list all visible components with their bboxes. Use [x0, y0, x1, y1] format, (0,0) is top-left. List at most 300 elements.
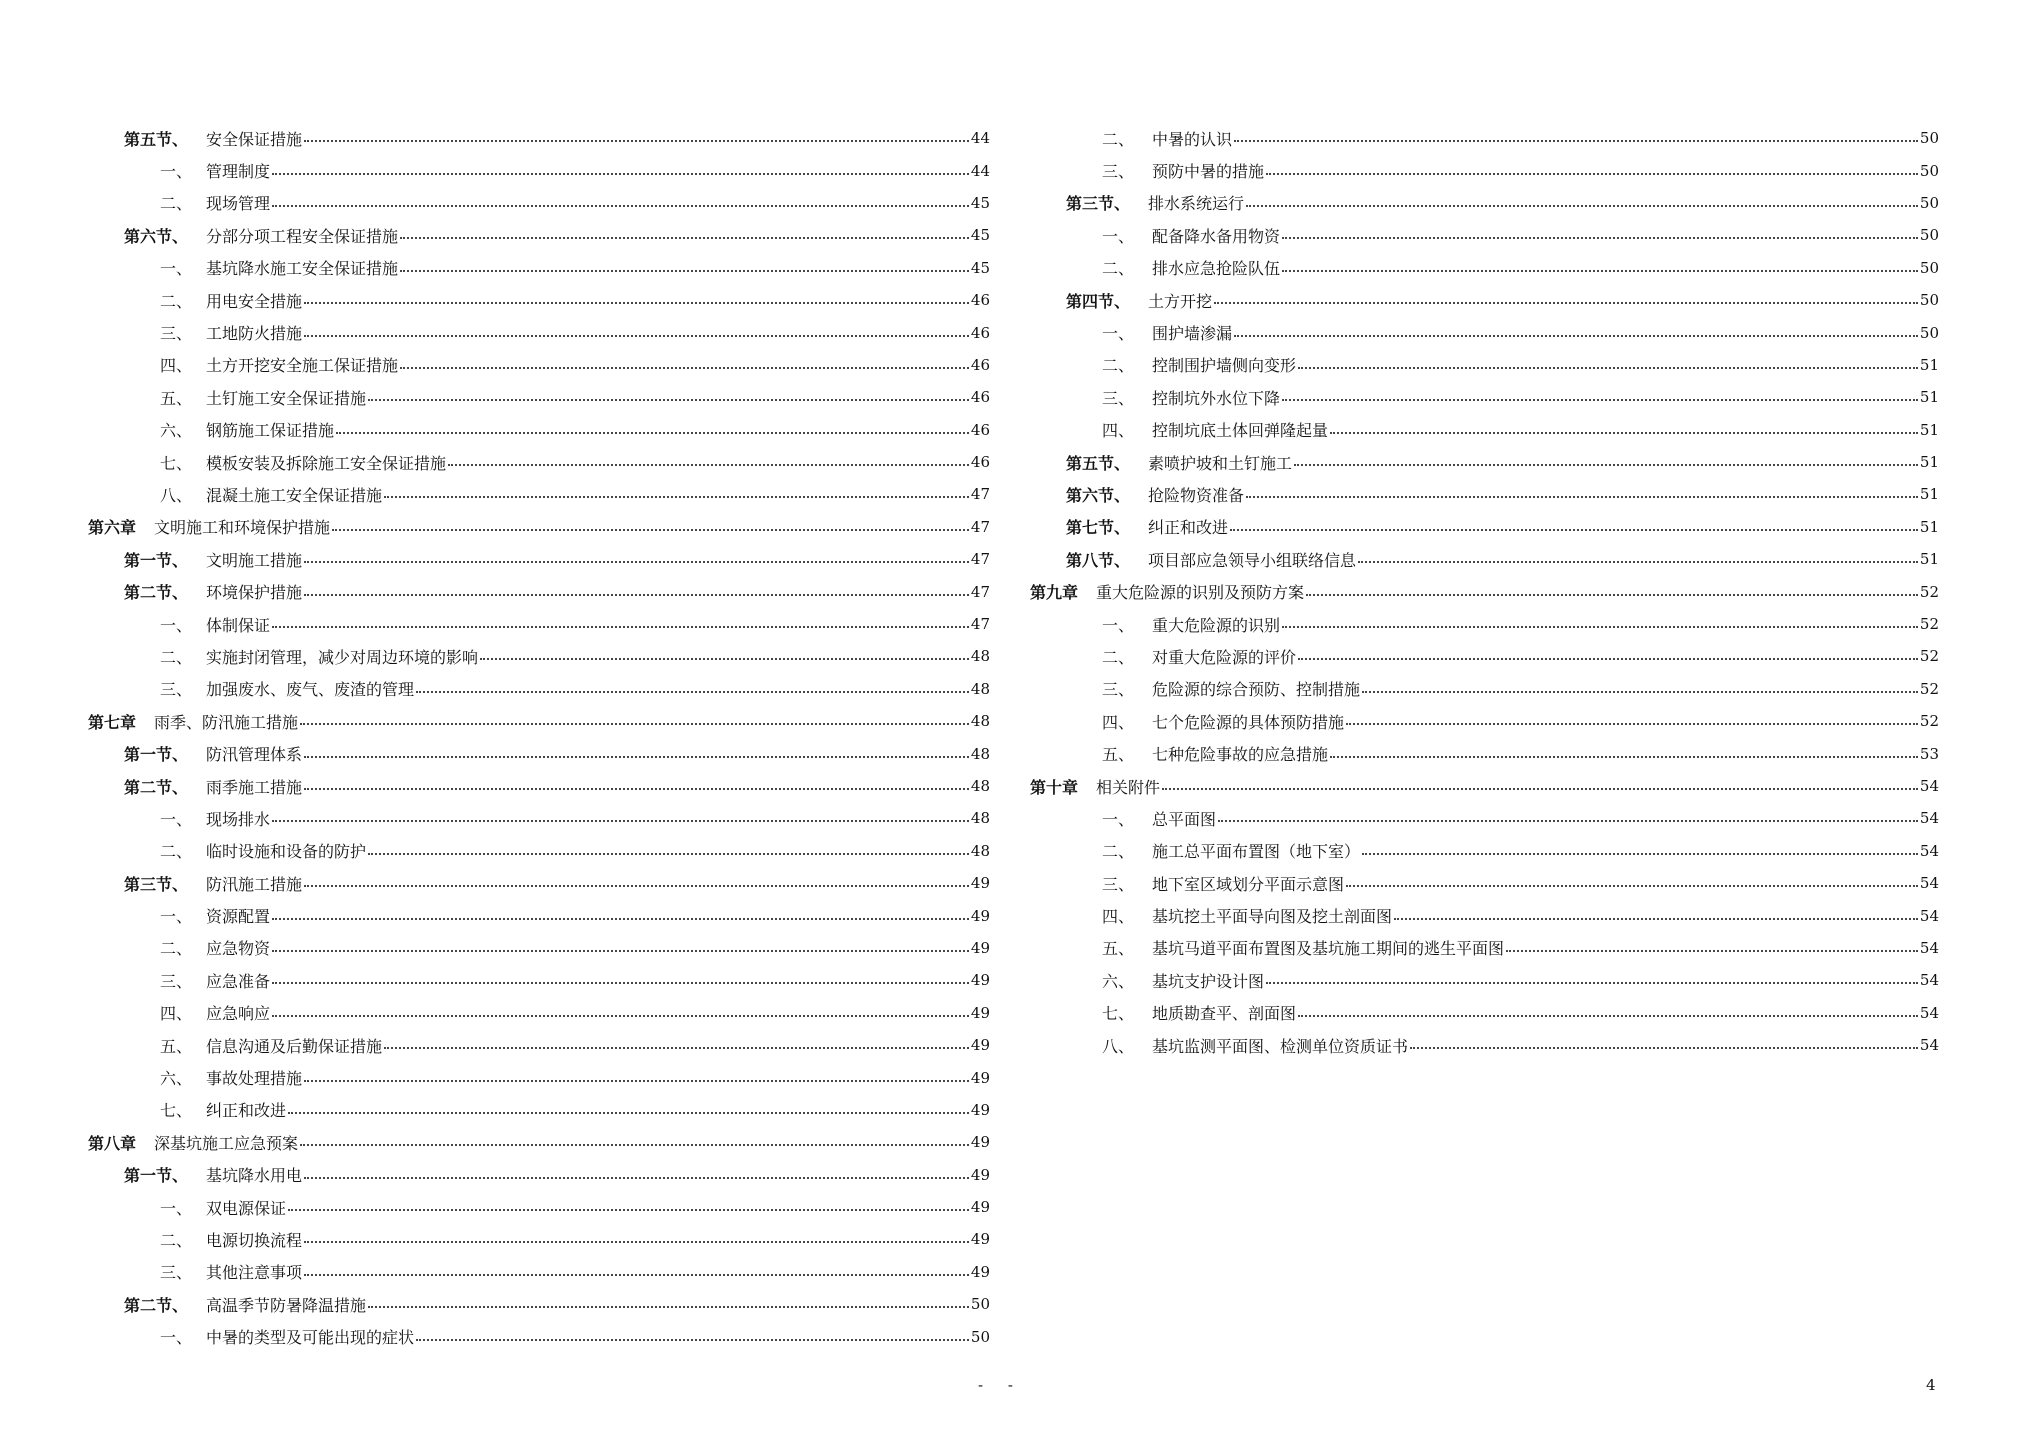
- toc-entry-page: 52: [1919, 615, 1939, 634]
- toc-entry-title: 电源切换流程: [206, 1230, 303, 1250]
- toc-entry-number: 三、: [160, 680, 193, 700]
- toc-entry-number: 五、: [160, 1036, 193, 1056]
- toc-entry-number: 二、: [1102, 842, 1135, 862]
- toc-entry[interactable]: [88, 1191, 990, 1223]
- toc-entry-page: 51: [1919, 453, 1939, 472]
- toc-entry-page: 44: [970, 161, 990, 180]
- toc-entry[interactable]: [88, 770, 990, 802]
- toc-entry-number: 一、: [160, 259, 193, 279]
- toc-entry-title: 重大危险源的识别及预防方案: [1096, 583, 1305, 603]
- toc-entry-title: 控制坑外水位下降: [1152, 388, 1281, 408]
- toc-entry[interactable]: [1030, 543, 1939, 575]
- toc-entry[interactable]: [1030, 705, 1939, 737]
- dot-leader: [1282, 626, 1918, 628]
- dot-leader: [1362, 691, 1918, 693]
- toc-entry[interactable]: [88, 964, 990, 996]
- toc-entry-title: 加强废水、废气、废渣的管理: [206, 680, 415, 700]
- dot-leader: [1298, 658, 1918, 660]
- toc-entry[interactable]: [88, 349, 990, 381]
- toc-entry-title: 实施封闭管理，减少对周边环境的影响: [206, 647, 479, 667]
- toc-entry-title: 纠正和改进: [206, 1101, 287, 1121]
- toc-entry-number: 第八章: [88, 1133, 137, 1153]
- toc-entry-page: 51: [1919, 420, 1939, 439]
- toc-entry[interactable]: [1030, 511, 1939, 543]
- toc-entry[interactable]: [88, 640, 990, 672]
- dot-leader: [1506, 950, 1918, 952]
- toc-entry-title: 配备降水备用物资: [1152, 226, 1281, 246]
- toc-entry-page: 49: [970, 1068, 990, 1087]
- toc-entry[interactable]: [88, 381, 990, 413]
- dot-leader: [304, 1080, 969, 1082]
- toc-entry-page: 48: [970, 712, 990, 731]
- toc-entry-number: 五、: [1102, 939, 1135, 959]
- toc-entry-title: 重大危险源的识别: [1152, 615, 1281, 635]
- toc-entry-number: 一、: [160, 615, 193, 635]
- toc-entry-title: 中暑的认识: [1152, 129, 1233, 149]
- toc-entry-page: 45: [970, 193, 990, 212]
- toc-entry[interactable]: [88, 899, 990, 931]
- toc-entry-title: 土方开挖: [1148, 291, 1213, 311]
- toc-entry-number: 一、: [160, 1328, 193, 1348]
- toc-entry-number: 一、: [160, 907, 193, 927]
- toc-entry-title: 防汛管理体系: [206, 745, 303, 765]
- toc-entry-number: 四、: [1102, 421, 1135, 441]
- dot-leader: [272, 950, 969, 952]
- dot-leader: [1234, 335, 1918, 337]
- toc-entry-number: 二、: [160, 194, 193, 214]
- toc-entry-page: 46: [970, 355, 990, 374]
- toc-entry[interactable]: [88, 1320, 990, 1352]
- dot-leader: [304, 1274, 969, 1276]
- toc-entry-page: 49: [970, 874, 990, 893]
- toc-entry-page: 47: [970, 485, 990, 504]
- toc-entry-number: 第五节、: [1066, 453, 1131, 473]
- toc-entry-page: 54: [1919, 1003, 1939, 1022]
- toc-entry-title: 地质勘查平、剖面图: [1152, 1004, 1297, 1024]
- toc-entry[interactable]: [1030, 381, 1939, 413]
- toc-entry-title: 预防中暑的措施: [1152, 162, 1265, 182]
- toc-entry-number: 第六节、: [124, 226, 189, 246]
- dot-leader: [304, 885, 969, 887]
- toc-entry-number: 七、: [160, 1101, 193, 1121]
- toc-entry[interactable]: [1030, 154, 1939, 186]
- toc-entry-number: 六、: [160, 421, 193, 441]
- toc-entry-title: 七个危险源的具体预防措施: [1152, 712, 1345, 732]
- dot-leader: [304, 561, 969, 563]
- toc-entry-title: 工地防火措施: [206, 324, 303, 344]
- toc-entry[interactable]: [1030, 899, 1939, 931]
- dot-leader: [304, 140, 969, 142]
- toc-entry-page: 46: [970, 420, 990, 439]
- toc-entry[interactable]: [1030, 608, 1939, 640]
- toc-entry[interactable]: [1030, 673, 1939, 705]
- dot-leader: [368, 1306, 969, 1308]
- toc-entry-page: 48: [970, 777, 990, 795]
- toc-entry[interactable]: [1030, 446, 1939, 478]
- toc-entry-title: 文明施工措施: [206, 550, 303, 570]
- toc-entry-page: 48: [970, 809, 990, 828]
- toc-entry[interactable]: [88, 122, 990, 154]
- dot-leader: [288, 1209, 969, 1211]
- toc-entry-title: 分部分项工程安全保证措施: [206, 226, 399, 246]
- toc-entry-title: 应急物资: [206, 939, 271, 959]
- toc-entry-page: 45: [970, 258, 990, 277]
- toc-entry[interactable]: [88, 478, 990, 510]
- toc-entry[interactable]: [88, 867, 990, 899]
- toc-entry-title: 钢筋施工保证措施: [206, 421, 335, 441]
- toc-entry[interactable]: [88, 575, 990, 607]
- toc-entry[interactable]: [1030, 997, 1939, 1029]
- toc-entry[interactable]: [88, 932, 990, 964]
- toc-entry[interactable]: [88, 997, 990, 1029]
- toc-entry[interactable]: [88, 511, 990, 543]
- toc-entry-page: 48: [970, 744, 990, 763]
- dot-leader: [1266, 173, 1918, 175]
- toc-entry-number: 四、: [1102, 907, 1135, 927]
- toc-entry[interactable]: [88, 252, 990, 284]
- toc-entry-page: 51: [1919, 517, 1939, 536]
- toc-entry-title: 排水应急抢险队伍: [1152, 259, 1281, 279]
- toc-entry[interactable]: [88, 802, 990, 834]
- dot-leader: [272, 1015, 969, 1017]
- toc-entry-page: 49: [970, 1198, 990, 1217]
- toc-entry-number: 一、: [1102, 615, 1135, 635]
- toc-entry-number: 三、: [160, 324, 193, 344]
- toc-entry-page: 52: [1919, 679, 1939, 698]
- dot-leader: [336, 432, 969, 434]
- toc-entry[interactable]: [88, 1061, 990, 1093]
- dot-leader: [1294, 464, 1918, 466]
- toc-entry-page: 54: [1919, 777, 1939, 795]
- dot-leader: [304, 335, 969, 337]
- toc-entry-page: 49: [970, 1036, 990, 1055]
- toc-entry-page: 49: [970, 906, 990, 925]
- toc-entry-number: 第九章: [1030, 583, 1079, 603]
- dot-leader: [480, 658, 969, 660]
- toc-entry-number: 第一节、: [124, 1166, 189, 1186]
- toc-entry[interactable]: [1030, 1029, 1939, 1061]
- toc-entry-page: 48: [970, 647, 990, 666]
- toc-entry-page: 54: [1919, 906, 1939, 925]
- toc-entry-title: 地下室区域划分平面示意图: [1152, 874, 1345, 894]
- toc-entry-page: 54: [1919, 938, 1939, 957]
- toc-entry[interactable]: [1030, 219, 1939, 251]
- toc-entry[interactable]: [1030, 414, 1939, 446]
- toc-entry-number: 第六章: [88, 518, 137, 538]
- dot-leader: [304, 594, 969, 596]
- toc-entry-number: 七、: [160, 453, 193, 473]
- dot-leader: [400, 270, 969, 272]
- toc-entry-page: 54: [1919, 1036, 1939, 1055]
- toc-entry-title: 控制坑底土体回弹隆起量: [1152, 421, 1329, 441]
- toc-entry-page: 48: [970, 841, 990, 860]
- toc-entry-number: 三、: [1102, 680, 1135, 700]
- toc-entry[interactable]: [1030, 640, 1939, 672]
- toc-entry[interactable]: [88, 187, 990, 219]
- toc-entry-page: 46: [970, 453, 990, 472]
- toc-entry-page: 47: [970, 550, 990, 569]
- toc-entry-title: 用电安全措施: [206, 291, 303, 311]
- dot-leader: [272, 820, 969, 822]
- toc-entry-page: 54: [1919, 841, 1939, 860]
- toc-entry-number: 第四节、: [1066, 291, 1131, 311]
- toc-entry-page: 51: [1919, 355, 1939, 374]
- toc-entry-title: 基坑支护设计图: [1152, 971, 1265, 991]
- toc-entry-title: 体制保证: [206, 615, 271, 635]
- toc-entry-number: 八、: [160, 485, 193, 505]
- dot-leader: [1410, 1047, 1918, 1049]
- dot-leader: [300, 723, 969, 725]
- toc-entry-number: 二、: [160, 647, 193, 667]
- dot-leader: [1330, 432, 1918, 434]
- toc-entry-number: 二、: [160, 1230, 193, 1250]
- toc-entry-title: 基坑挖土平面导向图及挖土剖面图: [1152, 907, 1393, 927]
- page-number: 4: [1926, 1376, 1936, 1394]
- dot-leader: [1358, 561, 1918, 563]
- toc-entry-title: 土方开挖安全施工保证措施: [206, 356, 399, 376]
- toc-entry-title: 控制围护墙侧向变形: [1152, 356, 1297, 376]
- toc-entry[interactable]: [88, 316, 990, 348]
- toc-entry-title: 信息沟通及后勤保证措施: [206, 1036, 383, 1056]
- dot-leader: [1230, 529, 1918, 531]
- toc-entry-page: 53: [1919, 744, 1939, 763]
- toc-entry-page: 46: [970, 323, 990, 342]
- toc-entry[interactable]: [88, 835, 990, 867]
- toc-entry-title: 素喷护坡和土钉施工: [1148, 453, 1293, 473]
- toc-entry-number: 第二节、: [124, 583, 189, 603]
- toc-entry-number: 第一节、: [124, 550, 189, 570]
- toc-entry[interactable]: [88, 673, 990, 705]
- toc-entry-number: 四、: [160, 1004, 193, 1024]
- toc-entry-page: 47: [970, 615, 990, 634]
- toc-entry-title: 管理制度: [206, 162, 271, 182]
- dot-leader: [1394, 918, 1918, 920]
- toc-entry[interactable]: [88, 608, 990, 640]
- footer-mark: - -: [978, 1376, 1023, 1394]
- dot-leader: [1246, 205, 1918, 207]
- toc-entry[interactable]: [88, 705, 990, 737]
- toc-entry-page: 52: [1919, 647, 1939, 666]
- toc-entry-number: 第五节、: [124, 129, 189, 149]
- toc-entry-number: 一、: [160, 1198, 193, 1218]
- dot-leader: [1246, 496, 1918, 498]
- toc-entry[interactable]: [88, 1159, 990, 1191]
- toc-entry-number: 一、: [160, 162, 193, 182]
- toc-entry-number: 七、: [1102, 1004, 1135, 1024]
- toc-entry[interactable]: [1030, 737, 1939, 769]
- toc-entry-page: 50: [1919, 226, 1939, 245]
- toc-entry-title: 现场管理: [206, 194, 271, 214]
- toc-entry[interactable]: [1030, 478, 1939, 510]
- toc-entry-page: 54: [1919, 971, 1939, 990]
- toc-entry-page: 46: [970, 388, 990, 407]
- toc-entry[interactable]: [88, 1256, 990, 1288]
- dot-leader: [1266, 982, 1918, 984]
- toc-entry-title: 资源配置: [206, 907, 271, 927]
- toc-entry[interactable]: [88, 219, 990, 251]
- toc-entry[interactable]: [1030, 835, 1939, 867]
- toc-entry-page: 52: [1919, 712, 1939, 731]
- toc-entry-title: 其他注意事项: [206, 1263, 303, 1283]
- toc-entry[interactable]: [88, 154, 990, 186]
- dot-leader: [332, 529, 969, 531]
- toc-entry-title: 安全保证措施: [206, 129, 303, 149]
- toc-entry-number: 二、: [160, 291, 193, 311]
- toc-entry-page: 51: [1919, 550, 1939, 569]
- toc-entry-title: 深基坑施工应急预案: [154, 1133, 299, 1153]
- toc-entry[interactable]: [88, 446, 990, 478]
- toc-entry[interactable]: [88, 1223, 990, 1255]
- toc-entry-number: 四、: [1102, 712, 1135, 732]
- toc-entry[interactable]: [88, 737, 990, 769]
- toc-entry-number: 第七节、: [1066, 518, 1131, 538]
- toc-entry-title: 雨季、防汛施工措施: [154, 712, 299, 732]
- toc-entry-number: 一、: [1102, 324, 1135, 344]
- toc-entry-number: 二、: [160, 842, 193, 862]
- toc-entry-page: 50: [1919, 258, 1939, 277]
- toc-entry-page: 54: [1919, 809, 1939, 828]
- toc-entry-title: 高温季节防暑降温措施: [206, 1295, 367, 1315]
- dot-leader: [400, 367, 969, 369]
- toc-entry-number: 三、: [160, 971, 193, 991]
- toc-entry-title: 排水系统运行: [1148, 194, 1245, 214]
- toc-entry-title: 现场排水: [206, 809, 271, 829]
- toc-entry-title: 应急响应: [206, 1004, 271, 1024]
- toc-entry[interactable]: [1030, 802, 1939, 834]
- toc-entry-title: 文明施工和环境保护措施: [154, 518, 331, 538]
- toc-entry-number: 第一节、: [124, 745, 189, 765]
- toc-entry-page: 49: [970, 1133, 990, 1152]
- toc-entry-number: 第八节、: [1066, 550, 1131, 570]
- toc-entry-page: 45: [970, 226, 990, 245]
- toc-entry-title: 雨季施工措施: [206, 777, 303, 797]
- dot-leader: [1282, 270, 1918, 272]
- toc-entry[interactable]: [1030, 575, 1939, 607]
- toc-entry[interactable]: [88, 543, 990, 575]
- toc-entry[interactable]: [1030, 187, 1939, 219]
- toc-entry-page: 54: [1919, 874, 1939, 893]
- dot-leader: [416, 691, 969, 693]
- toc-entry-number: 一、: [1102, 226, 1135, 246]
- toc-entry-page: 50: [1919, 193, 1939, 212]
- toc-entry-page: 50: [1919, 161, 1939, 180]
- dot-leader: [1330, 756, 1918, 758]
- toc-entry-page: 46: [970, 291, 990, 310]
- toc-entry-number: 二、: [1102, 259, 1135, 279]
- dot-leader: [368, 853, 969, 855]
- toc-entry-number: 第三节、: [124, 874, 189, 894]
- toc-entry-title: 基坑降水用电: [206, 1166, 303, 1186]
- toc-entry-title: 模板安装及拆除施工安全保证措施: [206, 453, 447, 473]
- toc-entry[interactable]: [1030, 284, 1939, 316]
- toc-entry[interactable]: [1030, 122, 1939, 154]
- dot-leader: [1234, 140, 1918, 142]
- toc-entry[interactable]: [88, 1288, 990, 1320]
- toc-entry-title: 双电源保证: [206, 1198, 287, 1218]
- dot-leader: [384, 496, 969, 498]
- toc-entry-number: 六、: [1102, 971, 1135, 991]
- toc-entry-number: 第六节、: [1066, 485, 1131, 505]
- toc-entry-page: 49: [970, 1230, 990, 1249]
- toc-entry-number: 五、: [1102, 745, 1135, 765]
- dot-leader: [304, 788, 969, 790]
- toc-entry[interactable]: [1030, 964, 1939, 996]
- toc-entry-number: 二、: [1102, 129, 1135, 149]
- toc-entry[interactable]: [88, 1094, 990, 1126]
- toc-entry-number: 一、: [1102, 809, 1135, 829]
- toc-entry[interactable]: [1030, 867, 1939, 899]
- toc-entry-number: 八、: [1102, 1036, 1135, 1056]
- toc-entry-number: 第二节、: [124, 777, 189, 797]
- toc-entry-title: 事故处理措施: [206, 1069, 303, 1089]
- toc-entry-page: 49: [970, 1100, 990, 1119]
- dot-leader: [304, 756, 969, 758]
- toc-entry-title: 应急准备: [206, 971, 271, 991]
- dot-leader: [304, 302, 969, 304]
- toc-entry[interactable]: [1030, 770, 1939, 802]
- toc-entry[interactable]: [1030, 932, 1939, 964]
- toc-entry-number: 一、: [160, 809, 193, 829]
- toc-entry-title: 施工总平面布置图（地下室）: [1152, 842, 1361, 862]
- dot-leader: [1162, 788, 1918, 790]
- dot-leader: [1362, 853, 1918, 855]
- dot-leader: [1214, 302, 1918, 304]
- toc-entry-page: 51: [1919, 485, 1939, 504]
- toc-entry-title: 中暑的类型及可能出现的症状: [206, 1328, 415, 1348]
- toc-entry-page: 50: [970, 1327, 990, 1346]
- toc-entry-page: 52: [1919, 582, 1939, 601]
- toc-entry-title: 纠正和改进: [1148, 518, 1229, 538]
- toc-entry-title: 总平面图: [1152, 809, 1217, 829]
- toc-entry-page: 51: [1919, 388, 1939, 407]
- dot-leader: [304, 1177, 969, 1179]
- toc-entry-number: 三、: [1102, 388, 1135, 408]
- dot-leader: [1298, 1015, 1918, 1017]
- dot-leader: [272, 205, 969, 207]
- toc-entry[interactable]: [1030, 316, 1939, 348]
- toc-entry-page: 49: [970, 1165, 990, 1184]
- toc-entry-page: 50: [970, 1295, 990, 1314]
- toc-entry-number: 五、: [160, 388, 193, 408]
- toc-entry-page: 47: [970, 517, 990, 536]
- toc-entry-number: 六、: [160, 1069, 193, 1089]
- toc-entry-title: 对重大危险源的评价: [1152, 647, 1297, 667]
- toc-entry-number: 二、: [1102, 356, 1135, 376]
- toc-entry[interactable]: [1030, 252, 1939, 284]
- toc-entry[interactable]: [88, 414, 990, 446]
- toc-entry-title: 土钉施工安全保证措施: [206, 388, 367, 408]
- toc-entry-number: 第二节、: [124, 1295, 189, 1315]
- toc-entry-title: 基坑降水施工安全保证措施: [206, 259, 399, 279]
- toc-entry[interactable]: [88, 1126, 990, 1158]
- toc-entry[interactable]: [88, 1029, 990, 1061]
- toc-column-left: [88, 122, 990, 1353]
- toc-entry-title: 危险源的综合预防、控制措施: [1152, 680, 1361, 700]
- toc-entry-title: 环境保护措施: [206, 583, 303, 603]
- toc-column-right: [1030, 122, 1939, 1061]
- dot-leader: [416, 1339, 969, 1341]
- dot-leader: [448, 464, 969, 466]
- toc-entry[interactable]: [88, 284, 990, 316]
- toc-entry[interactable]: [1030, 349, 1939, 381]
- dot-leader: [1282, 237, 1918, 239]
- toc-entry-number: 第七章: [88, 712, 137, 732]
- toc-entry-title: 临时设施和设备的防护: [206, 842, 367, 862]
- toc-entry-number: 三、: [1102, 162, 1135, 182]
- toc-entry-number: 三、: [160, 1263, 193, 1283]
- toc-entry-page: 49: [970, 938, 990, 957]
- toc-entry-title: 基坑马道平面布置图及基坑施工期间的逃生平面图: [1152, 939, 1505, 959]
